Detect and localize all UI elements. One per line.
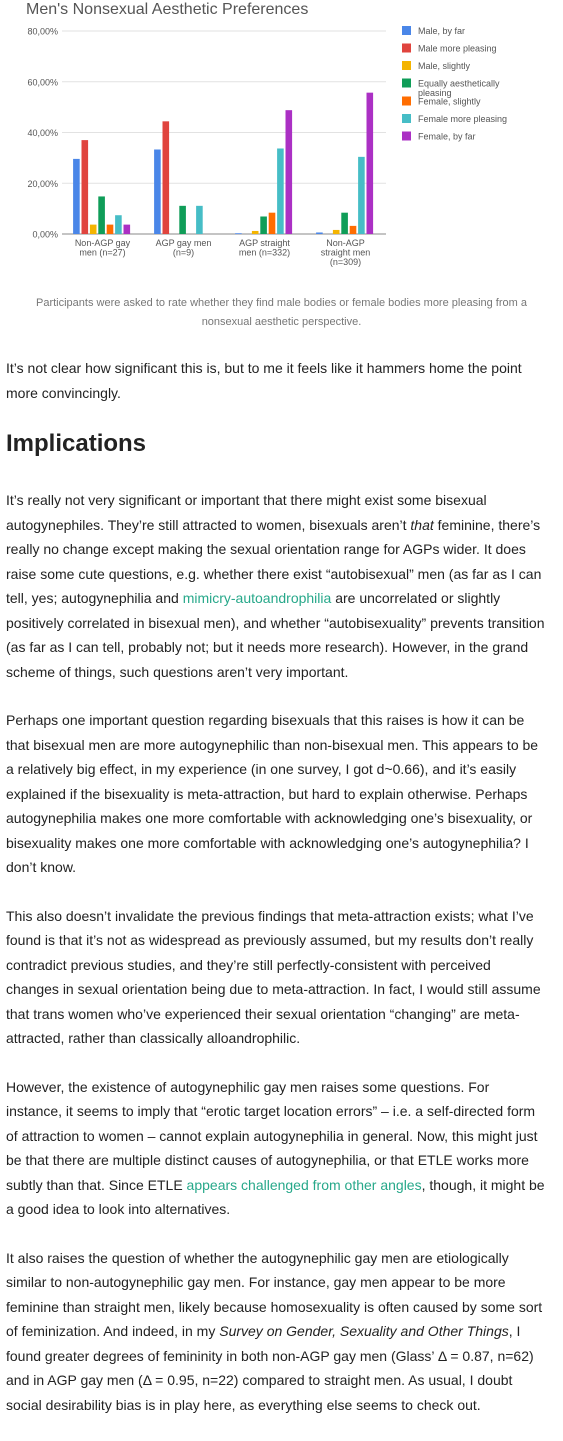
- bar: [90, 225, 97, 234]
- legend-label: Equally aesthetically pleasing: [418, 78, 500, 98]
- x-tick-label: AGP gay men: [155, 238, 212, 248]
- chart-title: Men's Nonsexual Aesthetic Preferences: [26, 1, 309, 18]
- x-tick-label: straight men: [320, 247, 371, 258]
- bar: [163, 121, 170, 234]
- bar: [358, 157, 365, 234]
- survey-title: Survey on Gender, Sexuality and Other Things: [219, 1323, 509, 1339]
- x-tick-label: AGP straight: [239, 238, 290, 248]
- bar: [350, 226, 357, 234]
- link-appears-challenged[interactable]: appears challenged from other angles: [186, 1176, 422, 1193]
- y-tick-label: 20,00%: [27, 178, 58, 189]
- legend-swatch: [402, 114, 411, 123]
- bar: [115, 215, 122, 234]
- y-axis-ticks: [27, 27, 58, 240]
- paragraph-etle: [6, 1075, 546, 1222]
- bar: [73, 159, 80, 234]
- x-tick-label: men (n=27): [79, 247, 126, 258]
- y-tick-label: 80,00%: [27, 26, 58, 37]
- text-span: feminine, there’s really no change except making the sexual orientation range for AGPs wider. It does raise some cute questions, e.g. whether there exist “autobisexual” men (as far as I can tell, yes; autogynephilia and: [6, 516, 542, 606]
- paragraph-intro: It’s not clear how significant this is, but to me it feels like it hammers home the point more convincingly.: [6, 360, 522, 401]
- x-axis-ticks: [75, 238, 370, 267]
- text-span: are uncorrelated or slightly positively correlated in bisexual men), and whether “autobisexuality” prevents transition (as far as I can tell, probably not; but it needs more research). However, in the grand scheme of things, such questions aren’t very important.: [6, 590, 545, 680]
- bar: [277, 148, 284, 234]
- gridlines: [62, 31, 386, 234]
- legend-swatch: [402, 44, 411, 53]
- bar: [107, 225, 114, 234]
- text-span: , though, it might be a good idea to look into alternatives.: [6, 1176, 545, 1217]
- paragraph-bisexual-autogynephiles: [6, 488, 546, 684]
- bar: [286, 110, 293, 234]
- legend-label: Female more pleasing: [418, 114, 508, 124]
- text-span: , I found greater degrees of femininity in both non-AGP gay men (Glass’ Δ = 0.87, n=62) and in AGP gay men (Δ = 0.95, n=22) compared to straight men. As usual, I doubt social desirability bias is in play here, as everything else seems to check out.: [6, 1323, 534, 1413]
- bar: [252, 231, 259, 234]
- bar: [367, 93, 374, 234]
- section-heading: Implications: [6, 430, 147, 457]
- text-span: However, the existence of autogynephilic gay men raises some questions. For instance, it seems to imply that “erotic target location errors” – i.e. a self-directed form of attraction to women – cannot explain autogynephilia in general. Now, this might just be that there are multiple distinct causes of autogynephilia, or that ETLE works more subtly than that. Since ETLE: [6, 1078, 538, 1193]
- emphasis-text: that: [410, 516, 434, 533]
- text-span: It’s really not very significant or important that there might exist some bisexual autogynephiles. They’re still attracted to women, bisexuals aren’t: [6, 492, 487, 533]
- legend-label: Male, slightly: [418, 61, 471, 71]
- bar: [333, 230, 340, 234]
- legend-swatch: [402, 79, 411, 88]
- legend-label: Male more pleasing: [418, 43, 497, 54]
- paragraph-etiology: [6, 1246, 546, 1418]
- bar: [316, 232, 323, 234]
- y-tick-label: 40,00%: [27, 128, 58, 138]
- legend-swatch: [402, 132, 411, 141]
- bar: [154, 150, 161, 234]
- x-tick-label: men (n=332): [238, 247, 291, 258]
- bar: [196, 206, 203, 234]
- x-tick-label: Non-AGP: [326, 238, 365, 248]
- legend: [402, 26, 507, 142]
- y-tick-label: 60,00%: [27, 77, 58, 88]
- bar: [269, 213, 276, 234]
- bars: [73, 93, 373, 234]
- legend-swatch: [402, 97, 411, 106]
- x-tick-label: (n=309): [329, 257, 362, 267]
- legend-swatch: [402, 61, 411, 70]
- x-tick-label: (n=9): [172, 247, 195, 258]
- bar: [260, 216, 267, 234]
- chart-svg: [0, 0, 563, 290]
- bar: [82, 140, 89, 234]
- paragraph-meta-attraction: This also doesn’t invalidate the previous findings that meta-attraction exists; what I’ve found is that it’s not as widespread as previously assumed, but my results don’t really contradict previous studies, and they’re still perfectly-consistent with perceived changes in sexual orientation being due to meta-attraction. In fact, I would still assume that trans women who’ve experienced their sexual orientation “changing” are meta-attracted, rather than classically alloandrophilic.: [6, 907, 541, 1046]
- article-body: [6, 356, 546, 1441]
- legend-label: Male, by far: [418, 26, 466, 36]
- text-span: It also raises the question of whether the autogynephilic gay men are etiologically similar to non-autogynephilic gay men. For instance, gay men appear to be more feminine than straight men, likely because homosexuality is often caused by some sort of feminization. And indeed, in my: [6, 1249, 543, 1339]
- paragraph-bisexual-question: Perhaps one important question regarding bisexuals that this raises is how it can be that bisexual men are more autogynephilic than non-bisexual men. This appears to be a relatively big effect, in my experience (in one survey, I got d~0.66), and it’s easily explained if the bisexuality is meta-attraction, but hard to explain otherwise. Perhaps autogynephilia makes one more comfortable with acknowledging one’s bisexuality, or bisexuality makes one more comfortable with acknowledging one’s autogynephilia? I don’t know.: [6, 712, 539, 875]
- bar: [179, 206, 186, 234]
- figure-caption: Participants were asked to rate whether they find male bodies or female bodies more pleasing from a nonsexual aesthetic perspective.: [36, 297, 527, 328]
- x-tick-label: Non-AGP gay: [74, 238, 131, 248]
- bar: [341, 213, 348, 234]
- bar: [235, 233, 242, 234]
- legend-label: Female, slightly: [418, 96, 481, 107]
- bar: [98, 196, 105, 234]
- link-mimicry-autoandrophilia[interactable]: mimicry-autoandrophilia: [182, 590, 332, 606]
- y-tick-label: 0,00%: [32, 229, 58, 240]
- bar: [124, 225, 131, 234]
- legend-swatch: [402, 26, 411, 35]
- legend-label: Female, by far: [418, 131, 476, 142]
- chart: [0, 0, 563, 290]
